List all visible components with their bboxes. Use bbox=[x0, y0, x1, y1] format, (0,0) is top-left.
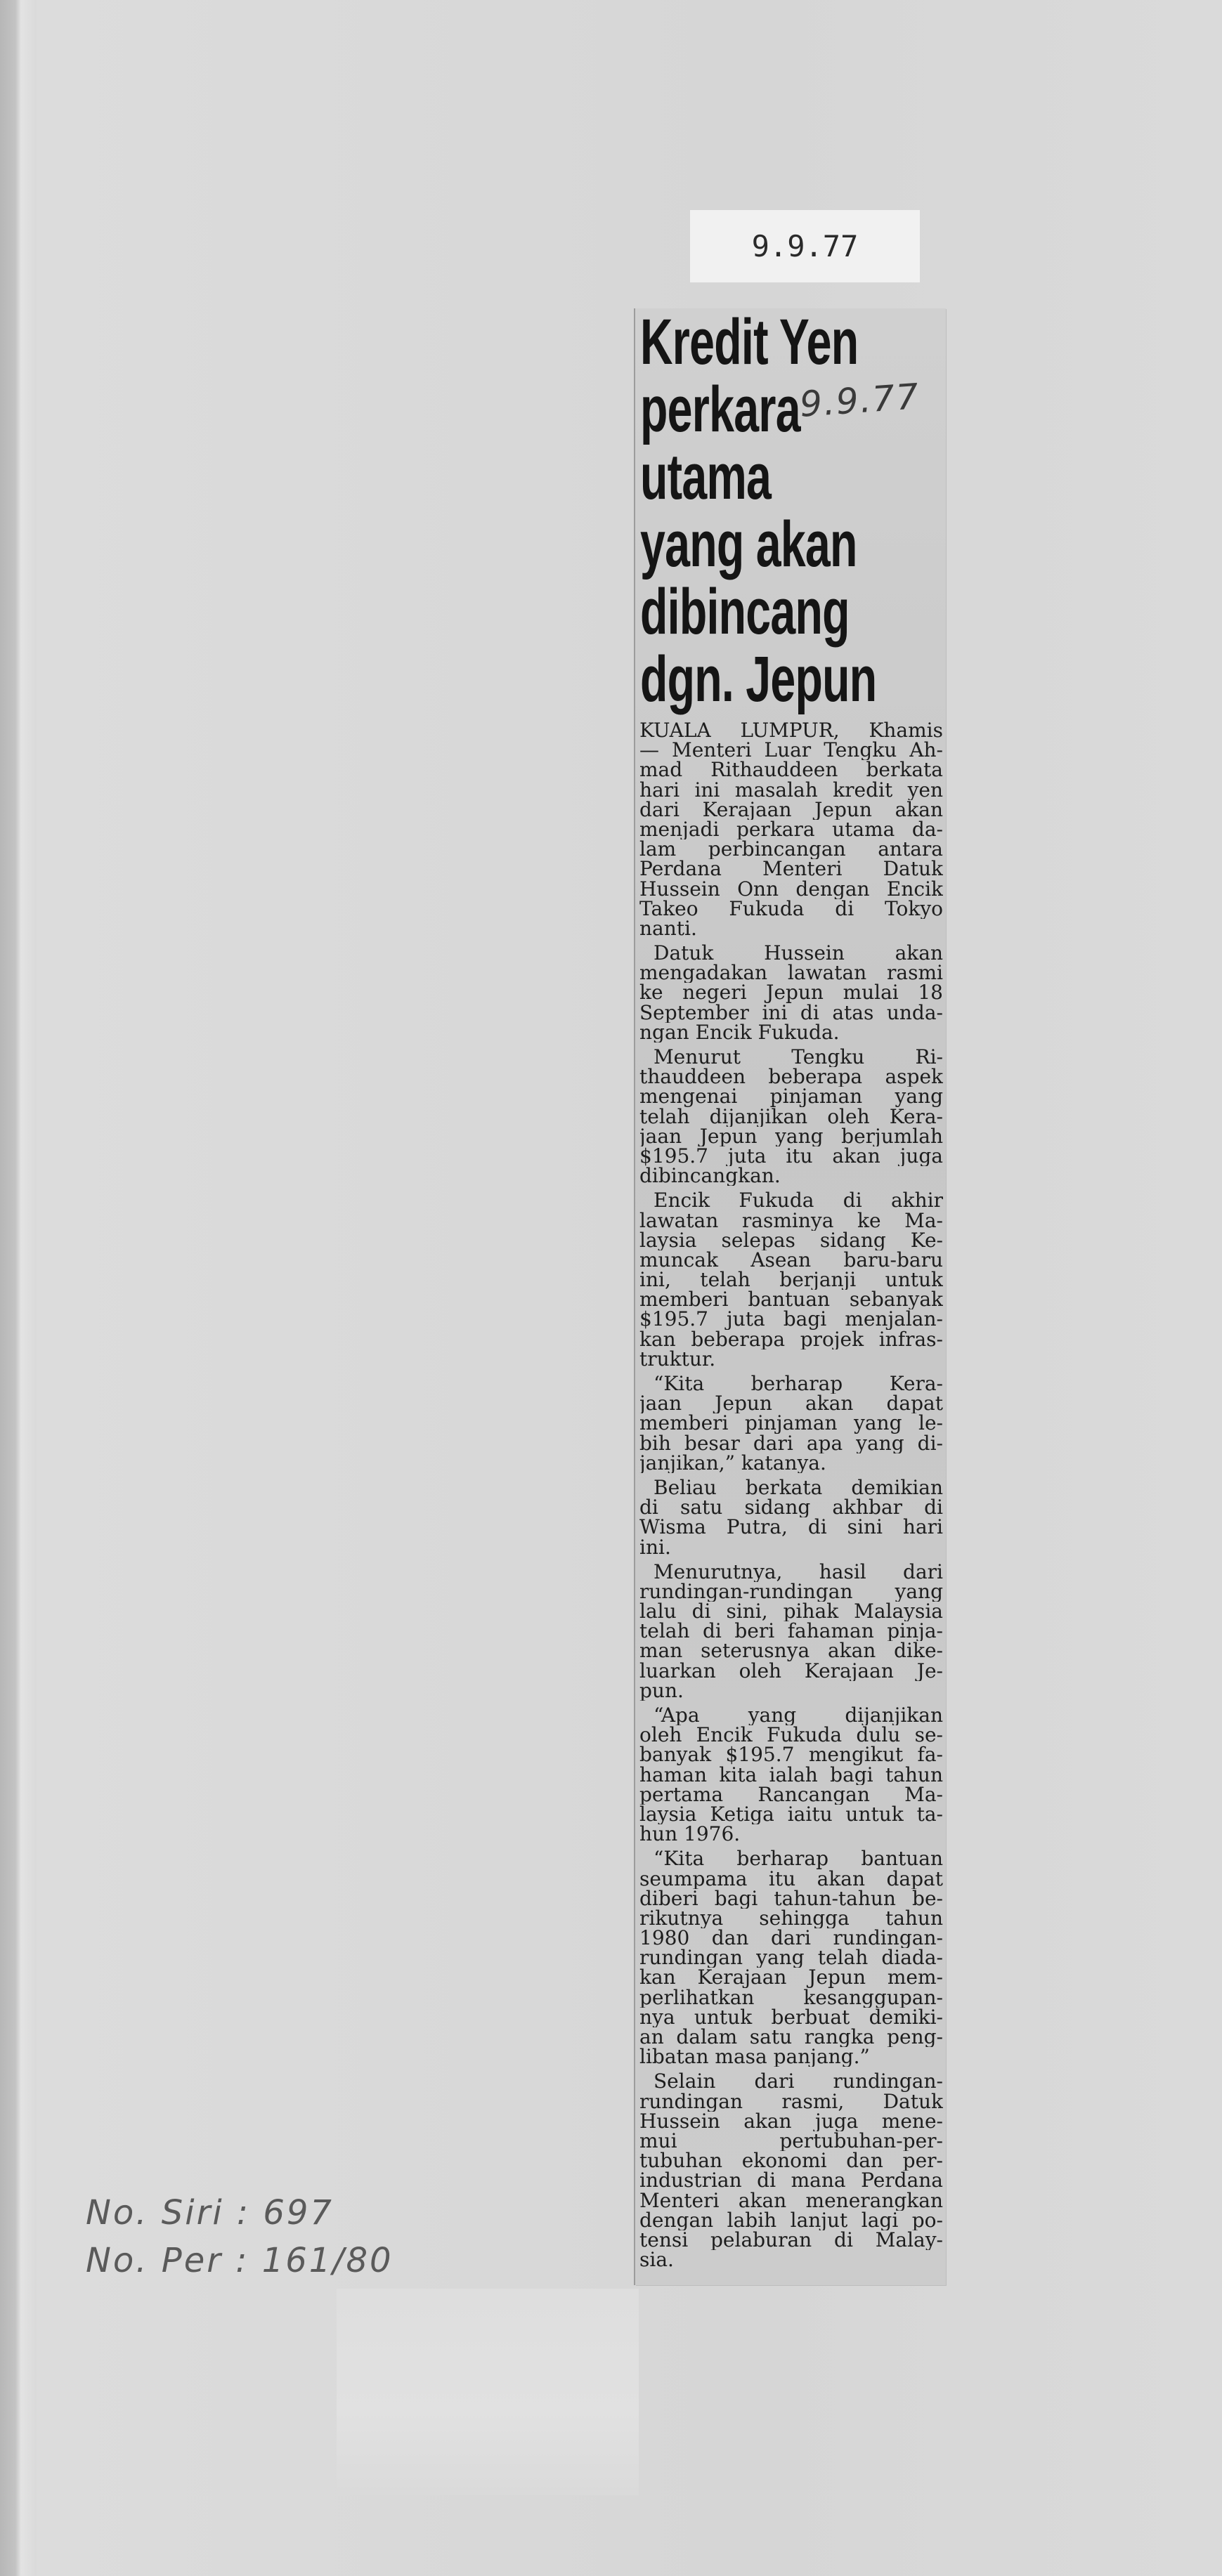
text-line: tensi pelaburan di Malay- bbox=[639, 2230, 943, 2251]
text-line: pun. bbox=[639, 1680, 684, 1701]
text-line: memberi bantuan sebanyak bbox=[639, 1290, 943, 1310]
text-line: dengan labih lanjut lagi po- bbox=[639, 2210, 943, 2230]
headline-line: dgn. Jepun bbox=[640, 643, 877, 715]
text-line: Takeo Fukuda di Tokyo bbox=[639, 898, 943, 919]
headline-line: Kredit Yen bbox=[640, 308, 859, 378]
text-line: Wisma Putra, di sini hari bbox=[639, 1517, 943, 1538]
text-line: Hussein akan juga mene- bbox=[639, 2111, 943, 2131]
text-line: mad Rithauddeen berkata bbox=[639, 760, 943, 780]
text-line: pertama Rancangan Ma- bbox=[639, 1784, 943, 1805]
text-line: Datuk Hussein akan bbox=[654, 943, 943, 964]
text-line: muncak Asean baru-baru bbox=[639, 1250, 943, 1271]
text-line: Hussein Onn dengan Encik bbox=[639, 879, 943, 899]
text-line: oleh Encik Fukuda dulu se- bbox=[639, 1725, 943, 1746]
text-line: telah dijanjikan oleh Kera- bbox=[639, 1106, 943, 1127]
text-line: laysia Ketiga iaitu untuk ta- bbox=[639, 1804, 943, 1825]
text-line: ke negeri Jepun mulai 18 bbox=[639, 983, 943, 1003]
text-line: kan Kerajaan Jepun mem- bbox=[639, 1968, 943, 1988]
paragraph bbox=[639, 2072, 943, 2270]
paragraph bbox=[639, 1478, 943, 1557]
text-line: sia. bbox=[639, 2250, 674, 2270]
text-line: memberi pinjaman yang le- bbox=[639, 1413, 943, 1434]
text-line: dibincangkan. bbox=[639, 1166, 781, 1186]
text-line: “Kita berharap Kera- bbox=[654, 1374, 943, 1394]
text-line: ini. bbox=[639, 1537, 671, 1557]
scan-edge-shadow bbox=[0, 0, 37, 2576]
text-line: rikutnya sehingga tahun bbox=[639, 1908, 943, 1929]
paragraph bbox=[639, 1562, 943, 1701]
text-line: seumpama itu akan dapat bbox=[639, 1869, 943, 1889]
text-line: menjadi perkara utama da- bbox=[639, 819, 943, 840]
headline bbox=[640, 308, 942, 713]
text-line: Menteri akan menerangkan bbox=[639, 2190, 943, 2211]
article-body bbox=[639, 721, 943, 2270]
text-line: diberi bagi tahun-tahun be- bbox=[639, 1888, 943, 1909]
paragraph bbox=[639, 721, 943, 939]
text-line: luarkan oleh Kerajaan Je- bbox=[639, 1661, 943, 1681]
text-line: ini, telah berjanji untuk bbox=[639, 1270, 943, 1290]
text-line: 1980 dan dari rundingan- bbox=[639, 1928, 943, 1949]
text-line: mengenai pinjaman yang bbox=[639, 1087, 943, 1107]
text-line: — Menteri Luar Tengku Ah- bbox=[639, 740, 943, 761]
text-line: kan beberapa projek infras- bbox=[639, 1329, 943, 1349]
handwritten-per-number: No. Per : 161/80 bbox=[86, 2241, 394, 2280]
headline-line: utama bbox=[640, 441, 772, 513]
text-line: Perdana Menteri Datuk bbox=[639, 859, 943, 880]
text-line: man seterusnya akan dike- bbox=[639, 1641, 943, 1661]
date-label-box bbox=[690, 210, 920, 282]
headline-line: perkara bbox=[640, 374, 800, 445]
newspaper-clipping bbox=[635, 308, 946, 2285]
text-line: banyak $195.7 mengikut fa- bbox=[639, 1745, 943, 1765]
text-line: mengadakan lawatan rasmi bbox=[639, 963, 943, 983]
text-line: dari Kerajaan Jepun akan bbox=[639, 799, 943, 820]
text-line: ngan Encik Fukuda. bbox=[639, 1022, 840, 1042]
text-line: jaan Jepun akan dapat bbox=[639, 1394, 943, 1414]
scan-shadow-patch bbox=[337, 2289, 639, 2495]
text-line: hun 1976. bbox=[639, 1824, 741, 1845]
paragraph bbox=[639, 1849, 943, 2067]
text-line: nanti. bbox=[639, 918, 697, 939]
text-line: lawatan rasminya ke Ma- bbox=[639, 1210, 943, 1231]
handwritten-serial-number: No. Siri : 697 bbox=[86, 2193, 334, 2232]
text-line: KUALA LUMPUR, Khamis bbox=[639, 721, 943, 741]
text-line: lam perbincangan antara bbox=[639, 839, 943, 860]
text-line: tubuhan ekonomi dan per- bbox=[639, 2151, 943, 2171]
text-line: di satu sidang akhbar di bbox=[639, 1498, 943, 1518]
text-line: hari ini masalah kredit yen bbox=[639, 780, 943, 800]
headline-line: yang akan bbox=[640, 509, 857, 580]
handwritten-date: 9.9.77 bbox=[798, 376, 921, 425]
text-line: an dalam satu rangka peng- bbox=[639, 2027, 943, 2048]
paragraph bbox=[639, 1706, 943, 1844]
text-line: industrian di mana Perdana bbox=[639, 2171, 943, 2191]
text-line: September ini di atas unda- bbox=[639, 1002, 943, 1023]
paragraph bbox=[639, 943, 943, 1042]
text-line: bih besar dari apa yang di- bbox=[639, 1433, 943, 1453]
text-line: mui pertubuhan-per- bbox=[639, 2131, 943, 2152]
text-line: thauddeen beberapa aspek bbox=[639, 1067, 943, 1087]
text-line: $195.7 juta itu akan juga bbox=[639, 1146, 943, 1167]
text-line: Menurut Tengku Ri- bbox=[654, 1047, 943, 1068]
text-line: “Apa yang dijanjikan bbox=[654, 1706, 943, 1726]
paragraph bbox=[639, 1047, 943, 1186]
text-line: jaan Jepun yang berjumlah bbox=[639, 1126, 943, 1146]
headline-line: dibincang bbox=[640, 576, 850, 648]
text-line: rundingan rasmi, Datuk bbox=[639, 2091, 943, 2112]
archive-sheet bbox=[37, 0, 1222, 2576]
text-line: Beliau berkata demikian bbox=[654, 1477, 943, 1498]
text-line: lalu di sini, pihak Malaysia bbox=[639, 1602, 943, 1622]
text-line: janjikan,” katanya. bbox=[639, 1453, 826, 1473]
text-line: libatan masa panjang.” bbox=[639, 2047, 870, 2067]
text-line: “Kita berharap bantuan bbox=[654, 1849, 943, 1869]
text-line: truktur. bbox=[639, 1349, 716, 1369]
text-line: laysia selepas sidang Ke- bbox=[639, 1230, 943, 1250]
text-line: nya untuk berbuat demiki- bbox=[639, 2007, 943, 2027]
text-line: rundingan yang telah diada- bbox=[639, 1948, 943, 1968]
text-line: Encik Fukuda di akhir bbox=[654, 1191, 943, 1211]
paragraph bbox=[639, 1191, 943, 1369]
text-line: telah di beri fahaman pinja- bbox=[639, 1621, 943, 1642]
text-line: $195.7 juta bagi menjalan- bbox=[639, 1309, 943, 1330]
text-line: haman kita ialah bagi tahun bbox=[639, 1765, 943, 1785]
text-line: Menurutnya, hasil dari bbox=[654, 1562, 943, 1582]
paragraph bbox=[639, 1374, 943, 1473]
date-label: 9.9.77 bbox=[751, 229, 859, 263]
text-line: rundingan-rundingan yang bbox=[639, 1581, 943, 1602]
text-line: Selain dari rundingan- bbox=[654, 2072, 943, 2092]
text-line: perlihatkan kesanggupan- bbox=[639, 1987, 943, 2008]
